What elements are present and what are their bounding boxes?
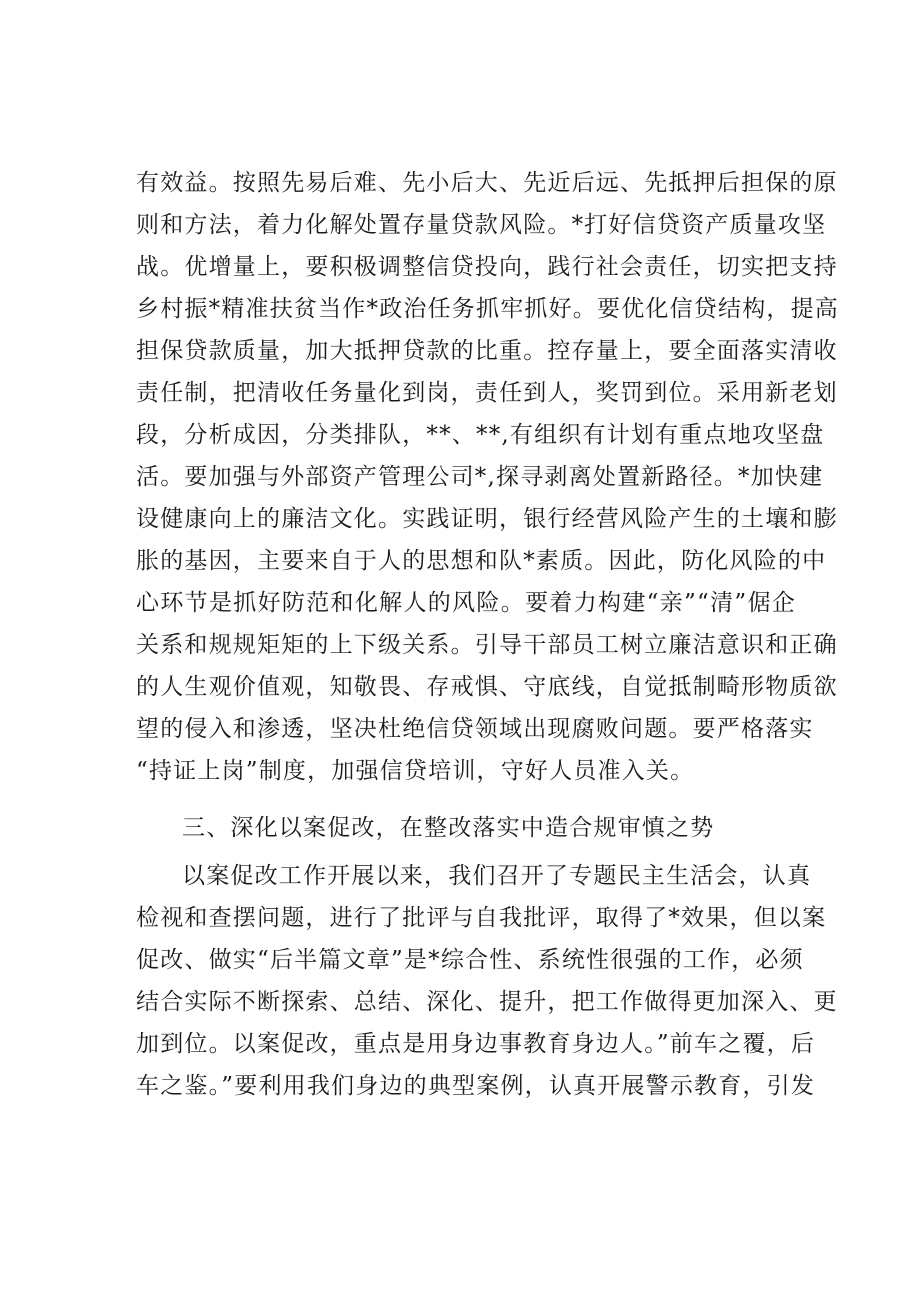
text-line: 加到位。以案促改，重点是用身边事教育身边人。”前车之覆，后 [136, 1031, 816, 1057]
text-line: 设健康向上的廉洁文化。实践证明，银行经营风险产生的土壤和膨 [136, 506, 838, 532]
text-line: 的人生观价值观，知敬畏、存戒惧、守底线，自觉抵制畸形物质欲 [136, 674, 838, 700]
text-line: 有效益。按照先易后难、先小后大、先近后远、先抵押后担保的原 [136, 170, 838, 196]
text-line: 关系和规规矩矩的上下级关系。引导干部员工树立廉洁意识和正确 [136, 632, 838, 658]
section-heading [136, 807, 796, 849]
text-line: 段，分析成因，分类排队，**、**,有组织有计划有重点地攻坚盘 [136, 422, 825, 448]
text-line: “持证上岗”制度，加强信贷培训，守好人员准入关。 [136, 758, 695, 784]
section-heading-text: 三、深化以案促改，在整改落实中造合规审慎之势 [182, 815, 715, 841]
text-line: 乡村振*精准扶贫当作*政治任务抓牢抓好。要优化信贷结构，提高 [136, 296, 839, 322]
text-line: 胀的基因，主要来自于人的思想和队*素质。因此，防化风险的中 [136, 548, 827, 574]
paragraph-risk-control [136, 162, 839, 792]
text-line: 车之鉴。”要利用我们身边的典型案例，认真开展警示教育，引发 [136, 1073, 816, 1099]
text-line: 望的侵入和渗透，坚决杜绝信贷领域出现腐败问题。要严格落实 [136, 716, 814, 742]
text-line: 以案促改工作开展以来，我们召开了专题民主生活会，认真 [182, 863, 812, 889]
text-line: 责任制，把清收任务量化到岗，责任到人，奖罚到位。采用新老划 [136, 380, 838, 406]
paragraph-case-rectification [136, 855, 838, 1107]
text-line: 检视和查摆问题，进行了批评与自我批评，取得了*效果，但以案 [136, 905, 827, 931]
text-line: 心环节是抓好防范和化解人的风险。要着力构建“亲”“清”倨企 [136, 590, 796, 616]
text-line: 结合实际不断探索、总结、深化、提升，把工作做得更加深入、更 [136, 989, 838, 1015]
text-line: 活。要加强与外部资产管理公司*,探寻剥离处置新路径。*加快建 [136, 464, 824, 490]
text-line: 促改、做实“后半篇文章”是*综合性、系统性很强的工作，必须 [136, 947, 804, 973]
text-line: 担保贷款质量，加大抵押贷款的比重。控存量上，要全面落实清收 [136, 338, 838, 364]
text-line: 战。优增量上，要积极调整信贷投向，践行社会责任，切实把支持 [136, 254, 838, 280]
text-line: 则和方法，着力化解处置存量贷款风险。*打好信贷资产质量攻坚 [136, 212, 827, 238]
